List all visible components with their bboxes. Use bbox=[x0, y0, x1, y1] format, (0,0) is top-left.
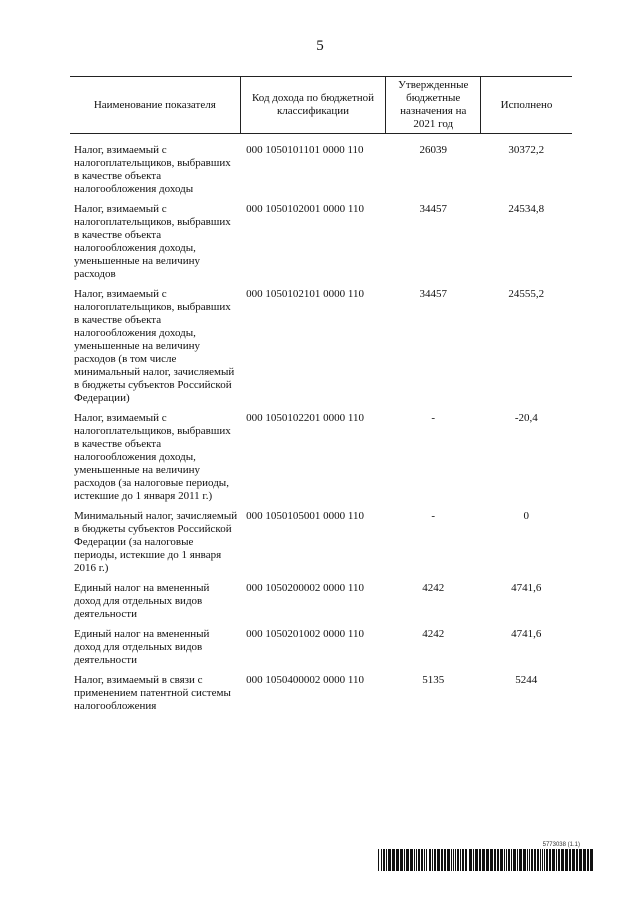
barcode-bar bbox=[383, 849, 385, 871]
cell-code: 000 1050400002 0000 110 bbox=[246, 674, 364, 686]
barcode-bar bbox=[529, 849, 530, 871]
cell-done: 24534,8 bbox=[508, 203, 545, 215]
barcode-bar bbox=[546, 849, 548, 871]
barcode-bar bbox=[462, 849, 464, 871]
cell-done: 24555,2 bbox=[508, 288, 545, 300]
barcode-bar bbox=[414, 849, 415, 871]
barcode-bar bbox=[392, 849, 395, 871]
table-row bbox=[70, 582, 572, 628]
barcode-bar bbox=[429, 849, 431, 871]
table-row bbox=[70, 144, 572, 203]
cell-code: 000 1050102001 0000 110 bbox=[246, 203, 364, 215]
cell-done: 0 bbox=[523, 510, 530, 522]
header-code: Код дохода по бюджетной классификации bbox=[240, 77, 386, 134]
cell-name: Налог, взимаемый в связи с применением патентной системы налогообложения bbox=[74, 674, 231, 712]
table-row bbox=[70, 510, 572, 582]
barcode-bar bbox=[508, 849, 510, 871]
barcode-bar bbox=[455, 849, 456, 871]
barcode-bar bbox=[381, 849, 382, 871]
cell-plan: - bbox=[431, 510, 436, 522]
table-header-row bbox=[70, 77, 572, 134]
cell-done: -20,4 bbox=[514, 412, 538, 424]
barcode-bar bbox=[527, 849, 528, 871]
barcode-image bbox=[378, 849, 594, 871]
barcode-bar bbox=[506, 849, 507, 871]
cell-code: 000 1050101101 0000 110 bbox=[246, 144, 364, 156]
cell-name: Налог, взимаемый с налогоплательщиков, выбравших в качестве объекта налогообложения доходы, уменьшенные на величину расходов (в том числе минимальный налог, зачисляемый в бюджеты субъектов Российской Федерации) bbox=[74, 288, 235, 404]
barcode-bar bbox=[479, 849, 481, 871]
cell-plan: 26039 bbox=[419, 144, 447, 156]
barcode-bar bbox=[565, 849, 568, 871]
barcode-bar bbox=[490, 849, 493, 871]
table-row bbox=[70, 288, 572, 412]
barcode-bar bbox=[519, 849, 522, 871]
barcode-bar bbox=[569, 849, 571, 871]
barcode-bar bbox=[386, 849, 387, 871]
barcode-bar bbox=[579, 849, 582, 871]
barcode-bar bbox=[497, 849, 499, 871]
barcode-bar bbox=[517, 849, 518, 871]
barcode-bar bbox=[540, 849, 541, 871]
barcode-bar bbox=[475, 849, 478, 871]
barcode-bar bbox=[576, 849, 578, 871]
barcode-bar bbox=[447, 849, 450, 871]
barcode-bar bbox=[511, 849, 512, 871]
header-done: Исполнено bbox=[481, 77, 572, 134]
barcode-bar bbox=[523, 849, 526, 871]
barcode-bar bbox=[549, 849, 551, 871]
barcode-bar bbox=[388, 849, 391, 871]
barcode-bar bbox=[441, 849, 443, 871]
cell-plan: 4242 bbox=[422, 628, 445, 640]
table-row bbox=[70, 203, 572, 288]
cell-code: 000 1050102201 0000 110 bbox=[246, 412, 364, 424]
barcode-bar bbox=[437, 849, 440, 871]
cell-done: 30372,2 bbox=[508, 144, 545, 156]
barcode-bar bbox=[410, 849, 413, 871]
barcode-bar bbox=[486, 849, 489, 871]
barcode-bar bbox=[451, 849, 452, 871]
barcode-bar bbox=[494, 849, 496, 871]
barcode-bar bbox=[590, 849, 593, 871]
cell-name: Налог, взимаемый с налогоплательщиков, выбравших в качестве объекта налогообложения доходы, уменьшенные на величину расходов (за налоговые периоды, истекшие до 1 января 2011 г.) bbox=[74, 412, 231, 502]
barcode-bar bbox=[426, 849, 427, 871]
barcode-bar bbox=[500, 849, 503, 871]
barcode-bar bbox=[482, 849, 485, 871]
cell-name: Налог, взимаемый с налогоплательщиков, выбравших в качестве объекта налогообложения доходы, уменьшенные на величину расходов bbox=[74, 203, 231, 280]
barcode-bar bbox=[558, 849, 560, 871]
cell-plan: 5135 bbox=[422, 674, 445, 686]
cell-code: 000 1050201002 0000 110 bbox=[246, 628, 364, 640]
barcode-bar bbox=[400, 849, 403, 871]
barcode-bar bbox=[473, 849, 474, 871]
barcode-code: 5773038 (1.1) bbox=[542, 842, 580, 848]
table-row bbox=[70, 412, 572, 510]
cell-code: 000 1050200002 0000 110 bbox=[246, 582, 364, 594]
barcode-bar bbox=[587, 849, 589, 871]
cell-plan: 4242 bbox=[422, 582, 445, 594]
barcode-bar bbox=[416, 849, 417, 871]
cell-name: Налог, взимаемый с налогоплательщиков, выбравших в качестве объекта налогообложения доходы bbox=[74, 144, 231, 195]
barcode-bar bbox=[572, 849, 575, 871]
barcode-bar bbox=[504, 849, 505, 871]
barcode-bar bbox=[469, 849, 472, 871]
cell-done: 5244 bbox=[515, 674, 538, 686]
cell-name: Единый налог на вмененный доход для отдельных видов деятельности bbox=[74, 582, 210, 620]
barcode-bar bbox=[561, 849, 564, 871]
barcode-bar bbox=[406, 849, 409, 871]
page-number: 5 bbox=[316, 38, 324, 54]
barcode-bar bbox=[544, 849, 545, 871]
cell-done: 4741,6 bbox=[511, 628, 542, 640]
cell-name: Минимальный налог, зачисляемый в бюджеты субъектов Российской Федерации (за налоговые периоды, истекшие до 1 января 2016 г.) bbox=[74, 510, 238, 574]
barcode-bar bbox=[444, 849, 446, 871]
barcode-bar bbox=[583, 849, 586, 871]
table-spacer bbox=[70, 134, 572, 145]
table-row bbox=[70, 628, 572, 674]
barcode-bar bbox=[432, 849, 433, 871]
cell-plan: 34457 bbox=[419, 288, 447, 300]
barcode-bar bbox=[513, 849, 516, 871]
barcode-bar bbox=[534, 849, 536, 871]
cell-plan: - bbox=[431, 412, 436, 424]
barcode-bar bbox=[404, 849, 405, 871]
barcode-bar bbox=[552, 849, 555, 871]
barcode-block bbox=[378, 842, 594, 871]
table-row bbox=[70, 674, 572, 720]
barcode-bar bbox=[378, 849, 379, 871]
barcode-bar bbox=[396, 849, 399, 871]
barcode-bar bbox=[418, 849, 420, 871]
cell-plan: 34457 bbox=[419, 203, 447, 215]
barcode-bar bbox=[421, 849, 423, 871]
header-name: Наименование показателя bbox=[70, 77, 240, 134]
budget-revenue-table bbox=[70, 76, 572, 720]
cell-name: Единый налог на вмененный доход для отдельных видов деятельности bbox=[74, 628, 210, 666]
barcode-bar bbox=[457, 849, 459, 871]
barcode-bar bbox=[556, 849, 557, 871]
barcode-bar bbox=[460, 849, 461, 871]
cell-code: 000 1050102101 0000 110 bbox=[246, 288, 364, 300]
barcode-bar bbox=[453, 849, 454, 871]
barcode-bar bbox=[424, 849, 425, 871]
barcode-bar bbox=[542, 849, 543, 871]
header-plan: Утвержденные бюджетные назначения на 2021 год bbox=[386, 77, 481, 134]
cell-done: 4741,6 bbox=[511, 582, 542, 594]
barcode-bar bbox=[465, 849, 467, 871]
cell-code: 000 1050105001 0000 110 bbox=[246, 510, 364, 522]
barcode-bar bbox=[537, 849, 539, 871]
barcode-bar bbox=[434, 849, 436, 871]
barcode-bar bbox=[531, 849, 533, 871]
